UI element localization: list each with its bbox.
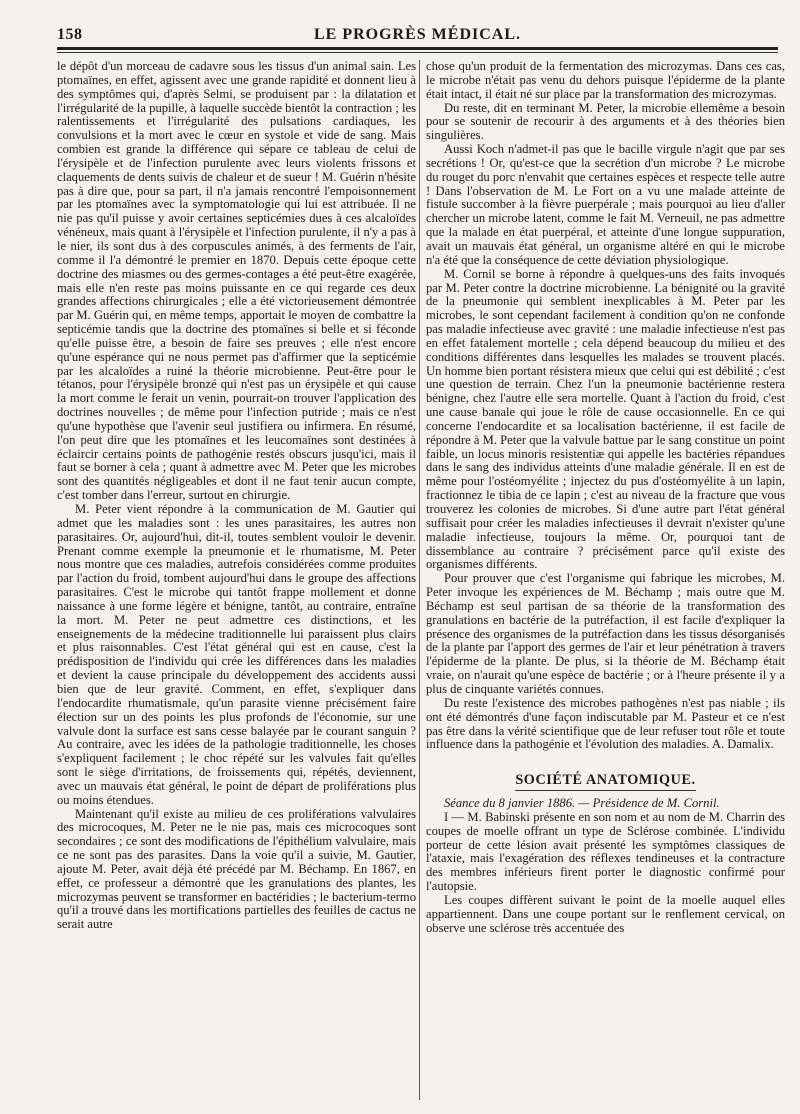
right-column	[426, 60, 785, 935]
journal-title: LE PROGRÈS MÉDICAL.	[313, 26, 522, 43]
paragraph: Du reste l'existence des microbes pathogènes n'est pas niable ; ils ont été démontrés d'une façon indiscutable par M. Pasteur et ce n'est pas être dans la vérité scientifique que de leur refuser tout rôle et toute influence dans la pathogénie et l'évolution des maladies. A. Damalix.	[426, 695, 785, 752]
paragraph: M. Peter vient répondre à la communication de M. Gautier qui admet que les maladies sont : les unes parasitaires, les autres non parasitaires. Or, aujourd'hui, dit-il, toutes semblent vouloir le devenir. Prenant comme exemple la pneumonie et le rhumatisme, M. Peter nous montre que ces maladies, autrefois considérées comme produites par l'action du froid, tombent aujourd'hui dans le groupe des affections parasitaires. C'est le microbe qui tantôt frappe mollement et donne naissance à une forme légère et bénigne, tantôt, au contraire, entraîne la mort. M. Peter ne peut admettre ces distinctions, et les enseignements de la médecine traditionnelle lui paraissent plus clairs et plus raisonnables. C'est l'état général qui est en cause, c'est la prédisposition de l'individu qui crée les différences dans les maladies et devient la cause principale du développement des accidents aussi bien que de leur gravité. Comment, en effet, s'expliquer dans l'endocardite rhumatismale, qu'un parasite vienne précisément faire élection sur un des points les plus profonds de l'économie, sur une valvule dont la surface est sans cesse balayée par le courant sanguin ? Au contraire, avec les idées de la pathologie traditionnelle, les choses s'expliquent facilement ; le choc répété sur les valvules fait qu'elles sont le siège d'irritations, de froissements qui, répétés, deviennent, avec un mauvais état général, le point de départ de proliférations plus ou moins étendues.	[57, 502, 416, 807]
section-title	[426, 774, 785, 791]
paragraph: chose qu'un produit de la fermentation des microzymas. Dans ces cas, le microbe n'était pas venu du dehors puisque l'épiderme de la plante était intact, il était né sur place par la transformation des microzymas.	[426, 59, 785, 101]
paragraph: Les coupes diffèrent suivant le point de la moelle auquel elles appartiennent. Dans une coupe portant sur le renflement cervical, on observe une sclérose très accentuée des	[426, 892, 785, 935]
paragraph: Aussi Koch n'admet-il pas que le bacille virgule n'agit que par ses secrétions ! Or, qu'est-ce que la secrétion d'un microbe ? Le microbe du rouget du porc n'envahit que certaines espèces et respecte telle autre ! Dans l'observation de M. Le Fort on a vu une malade atteinte de fistule succomber à la fièvre puerpérale ; mais pourquoi au lieu d'aller chercher un microbe latent, comme le fait M. Verneuil, ne pas admettre que la malade en état puerpéral, et atteinte d'une longue suppuration, avait un mauvais état général, un organisme altéré en qui le microbe n'a été que la conséquence de cette déviation physiologique.	[426, 142, 785, 267]
paragraph: M. Cornil se borne à répondre à quelques-uns des faits invoqués par M. Peter contre la doctrine microbienne. La bénignité ou la gravité de la pneumonie qui semblent inexplicables à M. Peter par les microbes, le sont cependant facilement à condition qu'on ne confonde pas maladie infectieuse avec gravité : une maladie infectieuse n'est pas en effet fatalement mortelle ; cela dépend beaucoup du milieu et des conditions différentes dans lesquelles les malades se trouvent placés. Un homme bien portant résistera mieux que celui qui est débilité ; c'est une question de terrain. Chez l'un la pneumonie bactérienne restera bénigne, chez l'autre elle sera mortelle. Quant à l'action du froid, c'est une cause banale qui joue le rôle de cause occasionnelle. En ce qui concerne l'endocardite et sa localisation bactérienne, il est facile de répondre à M. Peter que la valvule battue par le sang constitue un point faible, un locus minoris resistentiæ qui appelle les bactéries répandues dans le sang des individus atteints d'une maladie générale. Il en est de même pour l'ostéomyélite ; injectez du pus d'ostéomyélite à un lapin, fractionnez le tibia de ce lapin ; c'est au niveau de la fracture que vous trouverez les colonies de microbes. Si d'une autre part l'état général suffisait pour créer les maladies infectieuses il devrait n'exister qu'une maladie infectieuse, toujours la même. Or, pourquoi tant de dissemblance au contraire ? précisément parce qu'il existe des organismes différents.	[426, 266, 785, 572]
header-rule-thick	[57, 47, 778, 50]
paragraph: I — M. Babinski présente en son nom et au nom de M. Charrin des coupes de moelle offrant un type de Sclérose combinée. L'individu porteur de cette lésion avait présenté les symptômes classiques de l'ataxie, mais l'exagération des réflexes tendineuses et la contracture des membres inférieurs firent porter le diagnostic confirmé pour l'autopsie.	[426, 809, 785, 894]
paragraph: Du reste, dit en terminant M. Peter, la microbie ellemême a besoin pour se soutenir de recourir à des arguments et à des théories bien singulières.	[426, 100, 785, 143]
column-divider	[419, 60, 420, 1100]
paragraph: Maintenant qu'il existe au milieu de ces proliférations valvulaires des microcoques, M. Peter ne le nie pas, mais ces microcoques sont secondaires ; ce sont des modifications de l'épithélium valvulaire, mais ce ne sont pas des parasites. Dans la voie qu'il a suivie, M. Gautier, ajoute M. Peter, avait déjà été précédé par M. Béchamp. En 1867, en effet, ce professeur a démontré que les granulations des plantes, les microzymas peuvent se transformer en bactéridies ; le bacterium-termo qu'il a trouvé dans les mortifications partielles des feuilles de cactus ne serait autre	[57, 806, 416, 932]
paragraph: Pour prouver que c'est l'organisme qui fabrique les microbes, M. Peter invoque les expériences de M. Béchamp ; mais outre que M. Béchamp est seul partisan de sa théorie de la transformation des granulations en bactérie de la putréfaction, il est facile d'expliquer la présence des organismes de la putréfaction dans les tissus désorganisés de la plante par l'apport des germes de l'air et leur pénétration à travers l'épiderme de la plante. De plus, si la théorie de M. Béchamp était vraie, on n'aurait qu'une espèce de bactérie ; or à l'heure présente il y a plus de cinquante variétés connues.	[426, 571, 785, 696]
session-line: Séance du 8 janvier 1886. — Présidence de M. Cornil.	[444, 796, 720, 811]
header-rule-thin	[57, 52, 778, 53]
paragraph: le dépôt d'un morceau de cadavre sous les tissus d'un animal sain. Les ptomaïnes, en effet, agissent avec une grande rapidité et donnent lieu à des symptômes qui, d'après Selmi, se produisent par : la dilatation et l'irrégularité de la pupille, à laquelle succède bientôt la contraction ; les ralentissements et l'irrégularité des pulsations cardiaques, les convulsions et la mort avec le cœur en systole et vide de sang. Mais combien est grande la différence qui sépare ce tableau de celui de l'érysipèle et de l'infection purulente avec leurs violents frissons et claquements de dents suivis de chaleur et de sueur ! M. Guérin n'hésite pas à dire que, pour sa part, il n'a jamais rencontré l'empoisonnement par les ptomaïnes avec la symptomatologie qui lui est attribuée. Il ne nie pas qu'il puisse y avoir certaines septicémies dues à ces alcaloïdes vénéneux, mais quant à l'érysipèle et l'infection purulente, il n'y a pas à le nier, ils sont dus à des corpuscules animés, à des ferments de l'air, comme il l'a démontré le premier en 1870. Depuis cette époque cette doctrine des miasmes ou des germes-contages a été peut-être exagérée, mais elle n'en reste pas moins puissante en ce qui regarde ces deux grandes affections chirurgicales ; elle a été victorieusement démontrée par M. Guérin qui, en même temps, apportait le moyen de combattre la septicémie tandis que la doctrine des ptomaïnes si belle et si féconde qu'elle puisse être, a besoin de faire ses preuves ; elle n'est encore qu'une espérance qui ne nous permet pas d'affirmer que la septicémie par les alcaloïdes a ruiné la théorie microbienne. Peut-être pour le tétanos, pour l'érysipèle bronzé qui n'est pas un érysipèle et qui cause la mort comme le ferait un venin, pourrait-on trouver l'application des doctrines nouvelles ; de même pour l'infection putride ; mais ce n'est qu'une hypothèse que l'avenir seul justifiera ou infirmera. En résumé, l'on peut dire que les ptomaïnes et les leucomaïnes sont destinées à éclaircir certains points de pathogénie restés obscurs jusqu'ici, mais il faut se borner à cela ; quant à admettre avec M. Peter que les microbes sont des quantités négligeables et dont il ne faut tenir aucun compte, c'est tomber dans l'erreur, surtout en chirurgie.	[57, 59, 416, 503]
page-number: 158	[57, 26, 83, 43]
left-column	[57, 60, 416, 932]
page-header	[57, 24, 778, 46]
section-title-text: SOCIÉTÉ ANATOMIQUE.	[515, 774, 695, 791]
